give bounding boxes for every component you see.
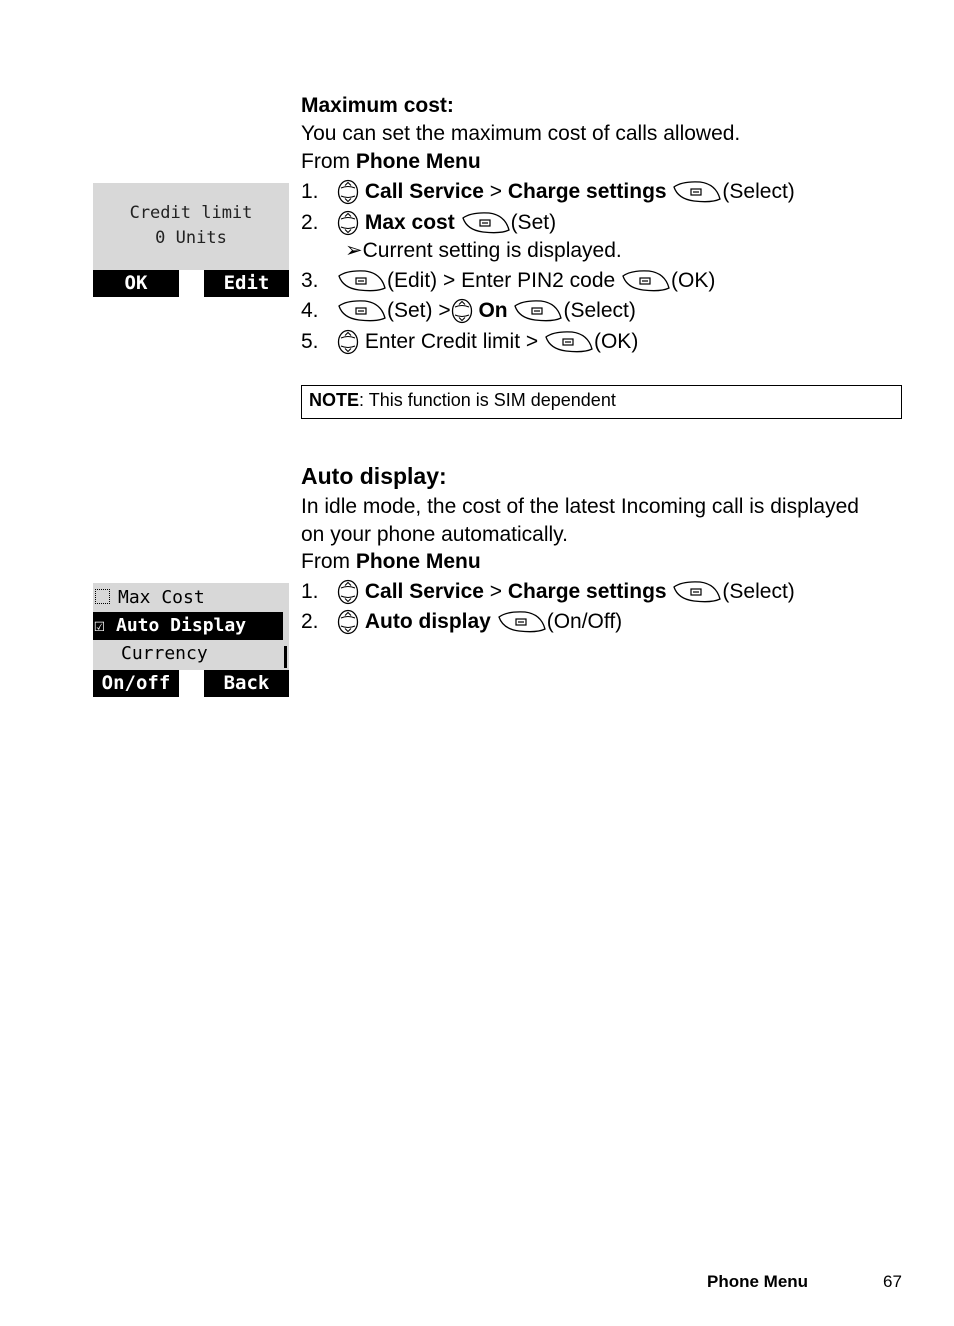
screen-menu-item-auto-display: [93, 612, 283, 640]
max-cost-step-5: [301, 327, 638, 357]
scrollbar-icon: [284, 646, 287, 668]
navigation-key-icon: [451, 298, 473, 324]
section-heading-auto-display: Auto display:: [301, 463, 447, 489]
max-cost-step-1: [301, 177, 795, 207]
page-number: 67: [883, 1272, 902, 1291]
menu-charge-settings: Charge settings: [507, 180, 667, 203]
step-number: 1.: [301, 580, 319, 603]
auto-display-from-line: [301, 548, 481, 576]
checkbox-checked-icon: ☑: [94, 615, 105, 636]
action-ok: (OK): [593, 330, 639, 353]
option-on: On: [478, 299, 508, 322]
note-text: : This function is SIM dependent: [359, 390, 616, 410]
softkey-bar: [93, 270, 289, 297]
navigation-key-icon: [337, 210, 359, 236]
menu-call-service: Call Service: [364, 580, 484, 603]
action-select: (Select): [722, 180, 795, 203]
phone-screen-credit-limit: [93, 183, 289, 297]
auto-display-step-2: [301, 607, 622, 637]
action-on-off: (On/Off): [546, 610, 623, 633]
softkey-ok: OK: [93, 270, 179, 297]
soft-key-icon: [513, 298, 563, 324]
menu-call-service: Call Service: [364, 180, 484, 203]
max-cost-step-2: [301, 208, 556, 238]
step-number: 1.: [301, 180, 319, 203]
phone-screen-auto-display: [93, 583, 289, 697]
step-number: 2.: [301, 610, 319, 633]
soft-key-icon: [621, 268, 671, 294]
screen-menu-item-max-cost: [93, 584, 283, 612]
soft-key-icon: [461, 210, 511, 236]
from-prefix: From: [301, 150, 356, 173]
max-cost-from-line: [301, 148, 481, 176]
action-set: (Set) >: [387, 299, 451, 322]
action-edit: (Edit) > Enter PIN2 code: [387, 269, 622, 292]
max-cost-step-3: [301, 266, 715, 296]
softkey-edit: Edit: [204, 270, 289, 297]
softkey-back: Back: [204, 670, 289, 697]
auto-display-intro-2: on your phone automatically.: [301, 523, 568, 546]
arrow-right-icon: ➢: [345, 239, 363, 262]
max-cost-intro: You can set the maximum cost of calls allowed.: [301, 122, 741, 145]
softkey-on-off: On/off: [93, 670, 179, 697]
footer-section-title: Phone Menu: [707, 1272, 809, 1291]
menu-auto-display: Auto display: [364, 610, 491, 633]
soft-key-icon: [337, 268, 387, 294]
step-number: 3.: [301, 269, 319, 292]
max-cost-step-4: [301, 296, 636, 326]
checkbox-empty-icon: [95, 589, 110, 604]
screen-menu-item-label: Currency: [121, 643, 208, 664]
note-box: [301, 385, 902, 419]
menu-max-cost: Max cost: [364, 211, 455, 234]
action-select: (Select): [722, 580, 795, 603]
max-cost-step-2-result: [345, 236, 622, 266]
from-menu: Phone Menu: [355, 550, 481, 573]
from-menu: Phone Menu: [355, 150, 481, 173]
result-text: Current setting is displayed.: [362, 239, 622, 262]
action-ok: (OK): [671, 269, 716, 292]
soft-key-icon: [544, 329, 594, 355]
soft-key-icon: [672, 179, 722, 205]
action-select: (Select): [563, 299, 636, 322]
screen-menu-item-label: Max Cost: [118, 587, 205, 608]
softkey-bar: [93, 670, 289, 697]
from-prefix: From: [301, 550, 356, 573]
menu-charge-settings: Charge settings: [507, 580, 667, 603]
step-number: 4.: [301, 299, 319, 322]
screen-menu-item-currency: [93, 640, 283, 668]
step-number: 5.: [301, 330, 319, 353]
navigation-key-icon: [337, 609, 359, 635]
step-number: 2.: [301, 211, 319, 234]
navigation-key-icon: [337, 579, 359, 605]
navigation-key-icon: [337, 329, 359, 355]
auto-display-intro-1: In idle mode, the cost of the latest Incoming call is displayed: [301, 495, 859, 518]
enter-credit-limit: Enter Credit limit >: [364, 330, 544, 353]
separator: >: [483, 580, 508, 603]
soft-key-icon: [337, 298, 387, 324]
soft-key-icon: [672, 579, 722, 605]
auto-display-step-1: [301, 577, 795, 607]
section-heading-max-cost: Maximum cost:: [301, 94, 454, 117]
screen-line-units: 0 Units: [155, 228, 227, 248]
soft-key-icon: [497, 609, 547, 635]
action-set: (Set): [510, 211, 557, 234]
note-label: NOTE: [309, 390, 360, 410]
screen-menu-item-label: Auto Display: [116, 615, 247, 636]
navigation-key-icon: [337, 179, 359, 205]
separator: >: [483, 180, 508, 203]
screen-line-credit-limit: Credit limit: [129, 203, 253, 223]
